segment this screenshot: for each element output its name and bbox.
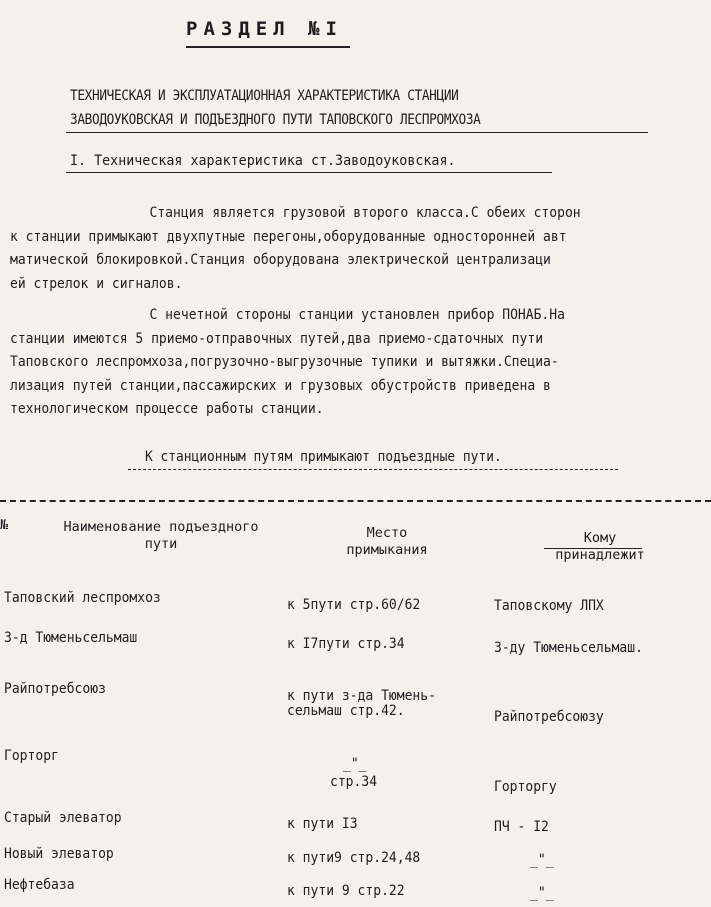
header-name-line-1: Наименование подъездного <box>63 519 259 535</box>
row-7-place: к пути 9 стр.22 <box>287 883 405 899</box>
row-4-name: Горторг <box>4 748 59 764</box>
row-3-place-line-1: к пути з-да Тюмень- <box>287 688 436 704</box>
paragraph-line: станции имеются 5 приемо-отправочных путей,два приемо-сдаточных пути <box>10 330 544 347</box>
row-4-place-line-2: стр.34 <box>330 774 378 790</box>
row-2-place: к I7пути стр.34 <box>287 636 405 652</box>
paragraph-line: С нечетной стороны станции установлен прибор ПОНАБ.На <box>149 307 565 323</box>
header-name <box>40 519 282 553</box>
row-3-owner: Райпотребсоюзу <box>494 709 604 725</box>
paragraph-1 <box>10 202 624 296</box>
paragraph-line: лизация путей станции,пассажирских и грузовых обустройств приведена в <box>10 377 551 394</box>
subheading: I. Техническая характеристика ст.Заводоуковская. <box>70 153 456 169</box>
row-7-name: Нефтебаза <box>4 877 75 893</box>
row-6-owner: _"_ <box>530 852 554 868</box>
header-owner <box>520 530 680 564</box>
paragraph-line: к станции примыкают двухпутные перегоны,оборудованные односторонней авт <box>10 228 567 245</box>
header-owner-underline <box>544 548 642 549</box>
row-2-owner: З-ду Тюменьсельмаш. <box>494 640 643 656</box>
row-6-place: к пути9 стр.24,48 <box>287 850 421 866</box>
row-1-place: к 5пути стр.60/62 <box>287 597 421 613</box>
header-place <box>320 525 454 559</box>
paragraph-line: Станция является грузовой второго класса.С обеих сторон <box>149 205 581 221</box>
header-owner-line-2: принадлежит <box>555 547 645 563</box>
table-lead: К станционным путям примыкают подъездные пути. <box>145 449 502 465</box>
section-title-underline <box>186 46 350 48</box>
header-name-line-2: пути <box>144 536 178 552</box>
header-number: № <box>0 517 9 533</box>
paragraph-line: ей стрелок и сигналов. <box>10 275 183 292</box>
heading-line-1: ТЕХНИЧЕСКАЯ И ЭКСПЛУАТАЦИОННАЯ ХАРАКТЕРИСТИКА СТАНЦИИ <box>70 88 459 104</box>
subheading-underline <box>66 172 552 173</box>
row-4-owner: Горторгу <box>494 779 557 795</box>
row-1-owner: Таповскому ЛПХ <box>494 598 604 614</box>
header-place-line-2: примыкания <box>346 542 428 558</box>
row-2-name: З-д Тюменьсельмаш <box>4 630 138 646</box>
paragraph-2 <box>10 304 607 422</box>
header-owner-line-1: Кому <box>583 530 617 546</box>
paragraph-line: технологическом процессе работы станции. <box>10 401 324 417</box>
heading-underline <box>66 132 648 133</box>
header-place-line-1: Место <box>366 525 408 541</box>
row-7-owner: _"_ <box>530 885 554 901</box>
paragraph-line: Таповского леспромхоза,погрузочно-выгрузочные тупики и вытяжки.Специа- <box>10 354 559 370</box>
row-5-owner: ПЧ - I2 <box>494 819 549 835</box>
row-5-place: к пути I3 <box>287 816 358 832</box>
table-top-rule <box>0 500 711 502</box>
heading-line-2: ЗАВОДОУКОВСКАЯ И ПОДЪЕЗДНОГО ПУТИ ТАПОВСКОГО ЛЕСПРОМХОЗА <box>70 112 481 128</box>
paragraph-line: матической блокировкой.Станция оборудована электрической централизаци <box>10 252 551 268</box>
table-lead-underline <box>128 469 618 470</box>
row-4-place-line-1: _"_ <box>343 756 367 772</box>
section-title: РАЗДЕЛ №I <box>186 18 343 40</box>
row-1-name: Таповский леспромхоз <box>4 590 161 606</box>
row-6-name: Новый элеватор <box>4 846 114 862</box>
row-5-name: Старый элеватор <box>4 810 122 826</box>
row-3-place-line-2: сельмаш стр.42. <box>287 703 405 719</box>
row-3-name: Райпотребсоюз <box>4 681 106 697</box>
